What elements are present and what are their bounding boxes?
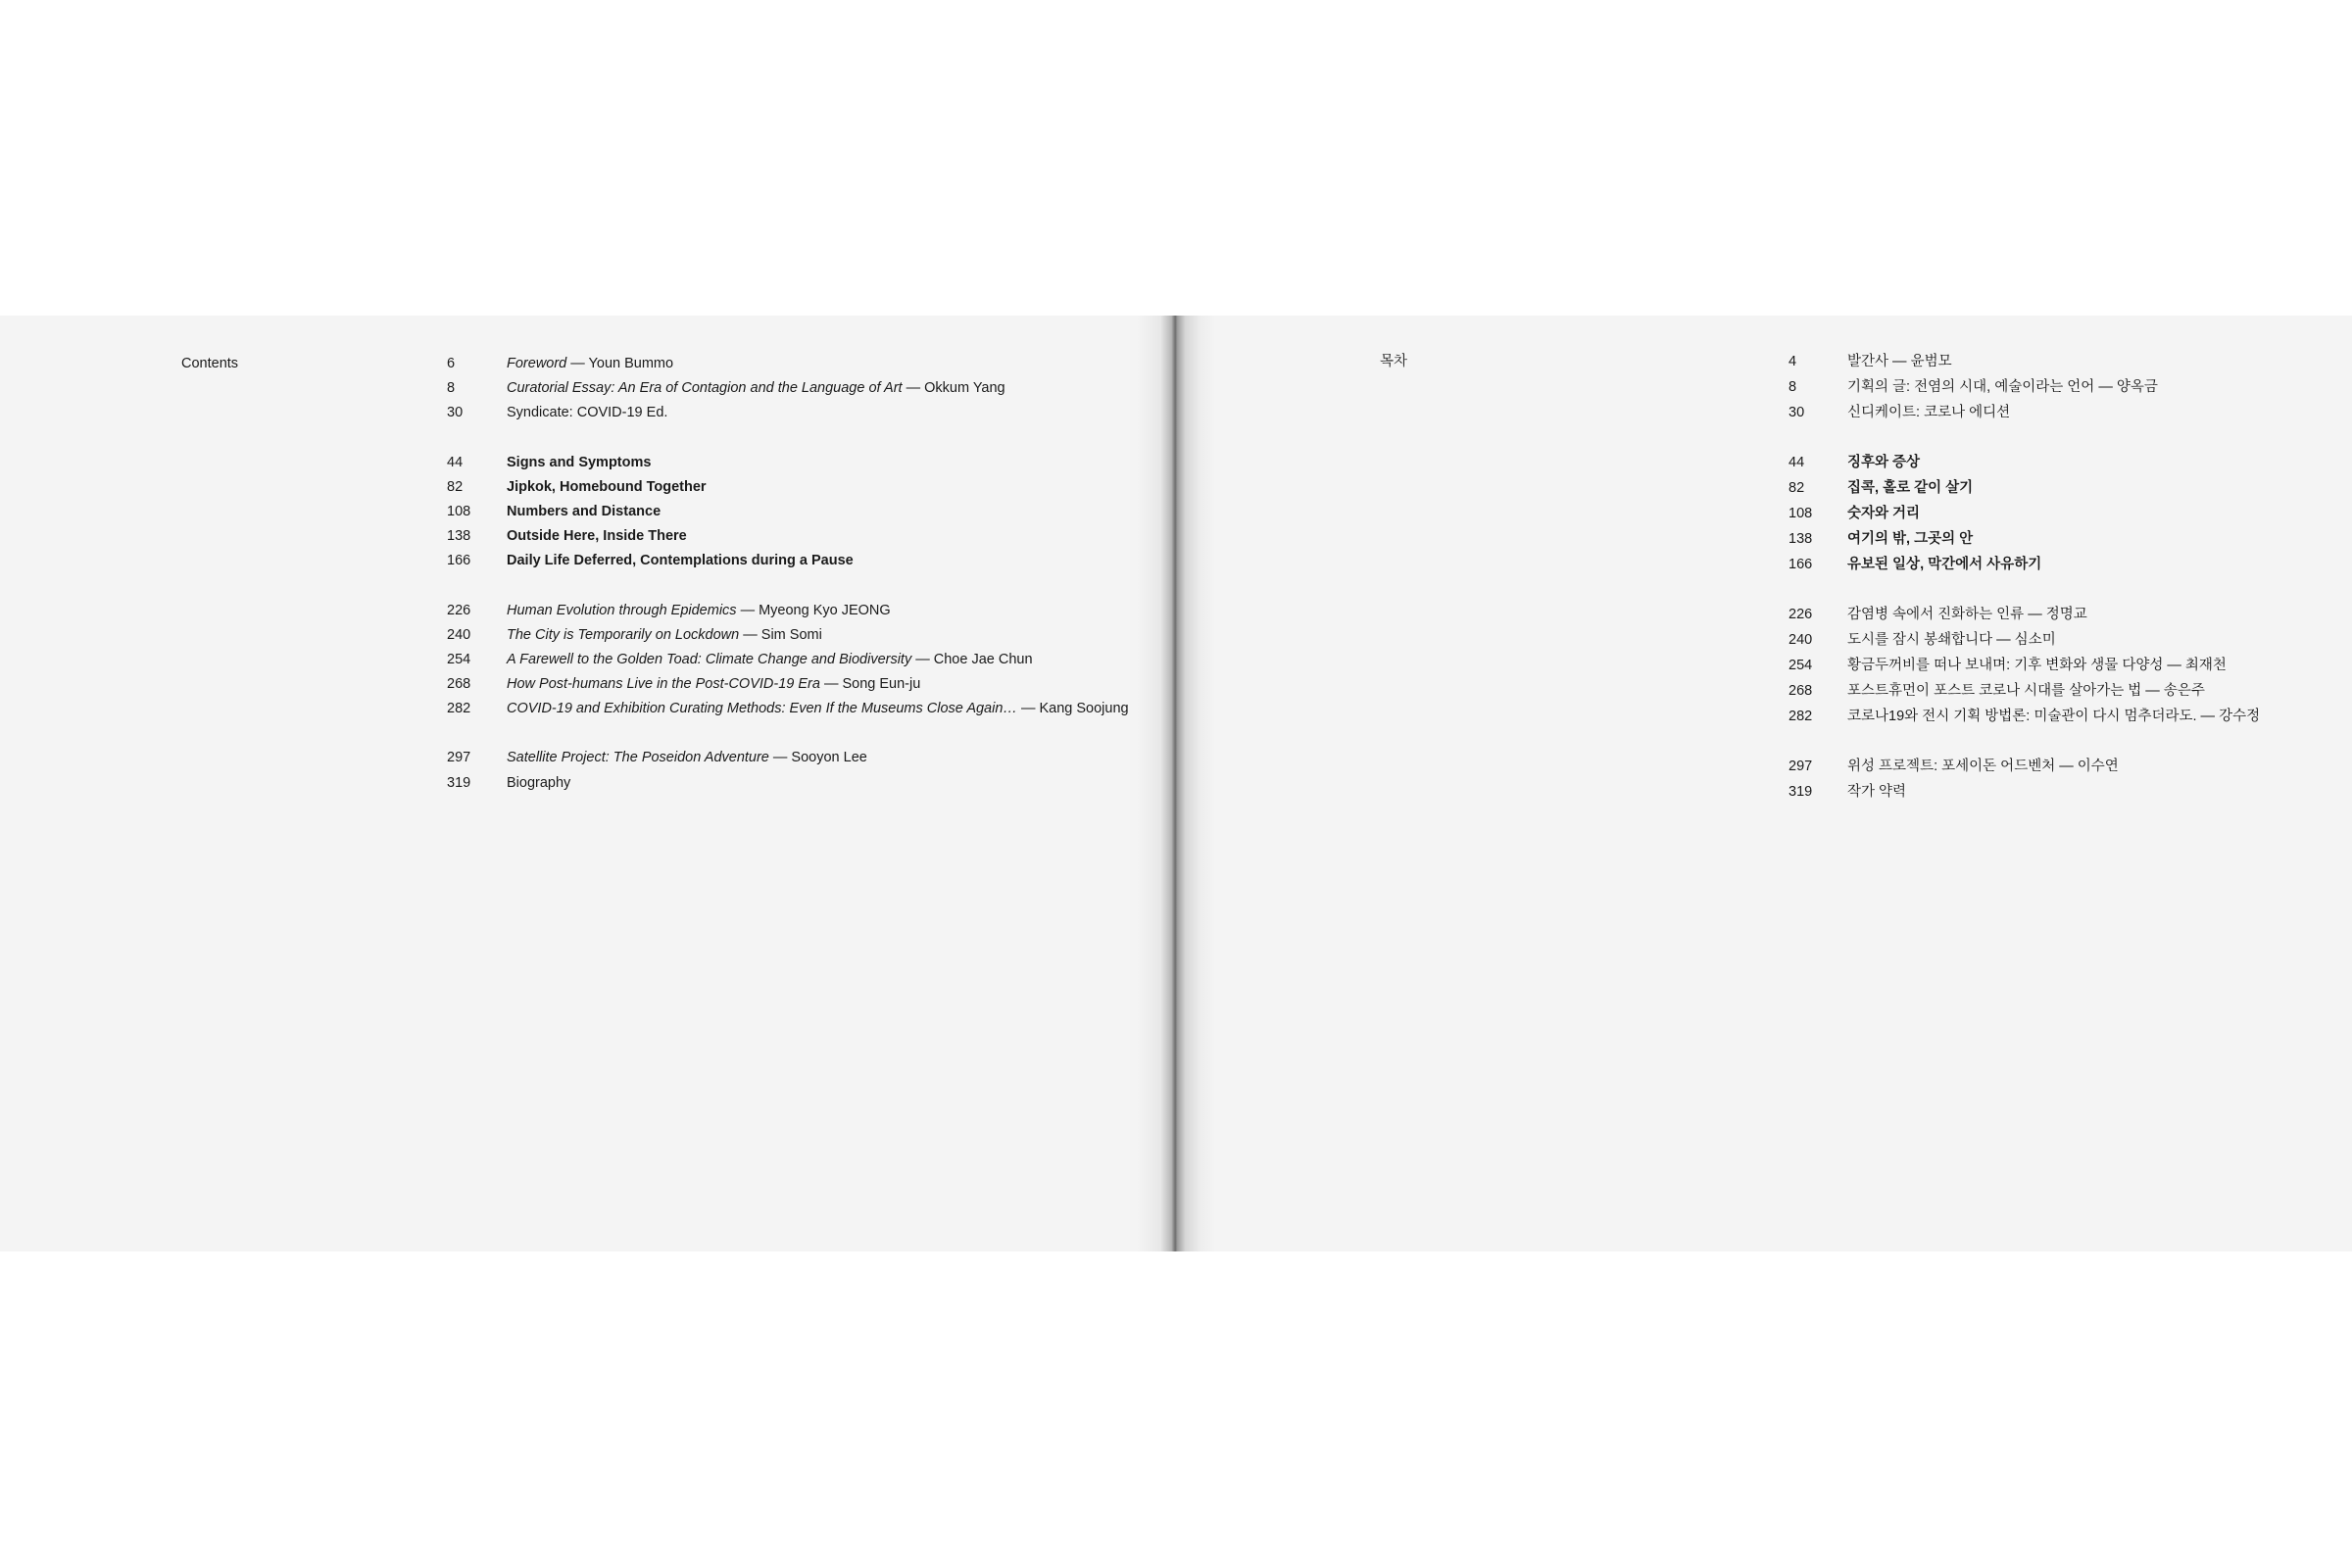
toc-page-number: 319: [447, 774, 471, 791]
toc-entry: [1788, 705, 2260, 730]
toc-section-title: Numbers and Distance: [507, 503, 662, 519]
toc-title: 위성 프로젝트: 포세이돈 어드벤처 — 이수연: [1847, 759, 2119, 775]
toc-title: 포스트휴먼이 포스트 코로나 시대를 살아가는 법 — 송은주: [1847, 682, 2205, 699]
toc-section-entry: [447, 475, 1129, 500]
toc-section-title: Jipkok, Homebound Together: [507, 478, 707, 495]
toc-entry: [447, 697, 1129, 721]
toc-author: — Choe Jae Chun: [911, 651, 1033, 667]
toc-section-title: Signs and Symptoms: [507, 454, 652, 470]
toc-entry: [1788, 350, 2260, 375]
contents-list-en: [447, 352, 1129, 796]
toc-entry: [447, 672, 1129, 697]
toc-entry: [1788, 628, 2260, 654]
toc-page-number: 138: [1788, 530, 1813, 547]
toc-page-number: 254: [447, 651, 471, 667]
toc-title: Human Evolution through Epidemics: [507, 602, 737, 618]
toc-entry: [1788, 375, 2260, 401]
toc-page-number: 108: [447, 503, 471, 519]
toc-entry: [1788, 755, 2260, 780]
toc-page-number: 30: [1788, 404, 1805, 420]
toc-title: 신디케이트: 코로나 에디션: [1847, 404, 2011, 420]
toc-title: 감염병 속에서 진화하는 인류 — 정명교: [1847, 607, 2087, 623]
left-page: [0, 316, 1176, 1251]
toc-page-number: 282: [447, 701, 471, 717]
toc-author: — Sim Somi: [739, 626, 822, 643]
toc-section-entry: [1788, 451, 2260, 476]
toc-entry: [447, 401, 1129, 425]
toc-entry: [447, 746, 1129, 770]
toc-title: COVID-19 and Exhibition Curating Methods: Even If the Museums Close Again…: [507, 701, 1017, 717]
toc-entry: [447, 352, 1129, 376]
toc-section-entry: [1788, 476, 2260, 502]
toc-title: Curatorial Essay: An Era of Contagion and the Language of Art: [507, 380, 903, 397]
toc-author: — Okkum Yang: [902, 380, 1005, 397]
toc-section-entry: [447, 500, 1129, 524]
toc-section-title: Daily Life Deferred, Contemplations during a Pause: [507, 553, 854, 569]
contents-list-ko: [1788, 350, 2260, 806]
toc-section-title: 유보된 일상, 막간에서 사유하기: [1847, 556, 2042, 572]
toc-page-number: 319: [1788, 784, 1813, 801]
toc-page-number: 44: [447, 454, 464, 470]
toc-entry: [1788, 603, 2260, 628]
toc-group-essays: [447, 599, 1129, 722]
toc-title: The City is Temporarily on Lockdown: [507, 626, 740, 643]
toc-section-title: 집콕, 홀로 같이 살기: [1847, 480, 1974, 497]
toc-group-end: [447, 746, 1129, 795]
toc-section-entry: [1788, 527, 2260, 553]
toc-group-sections: [447, 451, 1129, 574]
toc-title: How Post-humans Live in the Post-COVID-19 Era: [507, 676, 820, 693]
toc-entry: [447, 648, 1129, 672]
toc-section-entry: [447, 524, 1129, 549]
toc-title: 작가 약력: [1847, 784, 1907, 801]
toc-title: Foreword: [507, 356, 567, 371]
toc-entry: [1788, 654, 2260, 679]
toc-group-sections-ko: [1788, 451, 2260, 577]
toc-page-number: 8: [1788, 378, 1797, 395]
toc-group-essays-ko: [1788, 603, 2260, 729]
book-gutter-shadow: [1137, 316, 1215, 1251]
toc-section-entry: [447, 451, 1129, 475]
toc-page-number: 240: [447, 626, 471, 643]
toc-title: Biography: [507, 774, 571, 791]
book-spread: [0, 316, 2352, 1251]
toc-page-number: 166: [447, 553, 471, 569]
toc-title: 코로나19와 전시 기획 방법론: 미술관이 다시 멈추더라도. — 강수정: [1847, 708, 2261, 724]
toc-page-number: 82: [447, 478, 464, 495]
toc-page-number: 108: [1788, 505, 1813, 521]
contents-heading: Contents: [181, 356, 239, 371]
toc-page-number: 6: [447, 356, 456, 371]
toc-section-entry: [1788, 502, 2260, 527]
toc-page-number: 268: [447, 676, 471, 693]
toc-page-number: 240: [1788, 632, 1813, 649]
toc-title: 발간사 — 윤범모: [1847, 354, 1952, 369]
toc-page-number: 254: [1788, 657, 1813, 673]
toc-page-number: 4: [1788, 354, 1797, 369]
toc-title: 기획의 글: 전염의 시대, 예술이라는 언어 — 양옥금: [1847, 378, 2158, 395]
toc-page-number: 226: [447, 602, 471, 618]
toc-title: Syndicate: COVID-19 Ed.: [507, 405, 668, 421]
toc-title: 황금두꺼비를 떠나 보내며: 기후 변화와 생물 다양성 — 최재천: [1847, 657, 2227, 673]
toc-section-entry: [1788, 553, 2260, 578]
contents-heading-ko: 목차: [1380, 354, 1408, 369]
toc-author: — Youn Bummo: [566, 356, 674, 371]
toc-page-number: 138: [447, 528, 471, 545]
toc-page-number: 8: [447, 380, 456, 397]
toc-entry: [1788, 401, 2260, 426]
toc-author: — Sooyon Lee: [768, 750, 867, 766]
toc-group-end-ko: [1788, 755, 2260, 806]
toc-author: — Myeong Kyo JEONG: [736, 602, 891, 618]
toc-entry: [447, 376, 1129, 401]
toc-title: 도시를 잠시 봉쇄합니다 — 심소미: [1847, 632, 2056, 649]
toc-group-intro: [447, 352, 1129, 426]
toc-section-title: Outside Here, Inside There: [507, 528, 687, 545]
toc-title: A Farewell to the Golden Toad: Climate Change and Biodiversity: [507, 651, 912, 667]
toc-title: Satellite Project: The Poseidon Adventure: [507, 750, 769, 766]
toc-page-number: 297: [1788, 759, 1813, 775]
toc-section-title: 숫자와 거리: [1847, 505, 1921, 521]
toc-author: — Song Eun-ju: [819, 676, 921, 693]
toc-page-number: 226: [1788, 607, 1813, 623]
toc-page-number: 297: [447, 750, 471, 766]
toc-page-number: 282: [1788, 708, 1813, 724]
toc-page-number: 82: [1788, 480, 1805, 497]
toc-entry: [1788, 679, 2260, 705]
toc-section-title: 징후와 증상: [1847, 455, 1921, 471]
toc-entry: [447, 771, 1129, 796]
toc-page-number: 268: [1788, 682, 1813, 699]
toc-section-entry: [447, 549, 1129, 573]
toc-page-number: 30: [447, 405, 464, 421]
toc-entry: [1788, 780, 2260, 806]
right-page: [1176, 316, 2352, 1251]
toc-section-title: 여기의 밖, 그곳의 안: [1847, 530, 1974, 547]
toc-author: — Kang Soojung: [1016, 701, 1129, 717]
toc-entry: [447, 623, 1129, 648]
toc-group-intro-ko: [1788, 350, 2260, 425]
toc-entry: [447, 599, 1129, 623]
toc-page-number: 44: [1788, 455, 1805, 471]
toc-page-number: 166: [1788, 556, 1813, 572]
